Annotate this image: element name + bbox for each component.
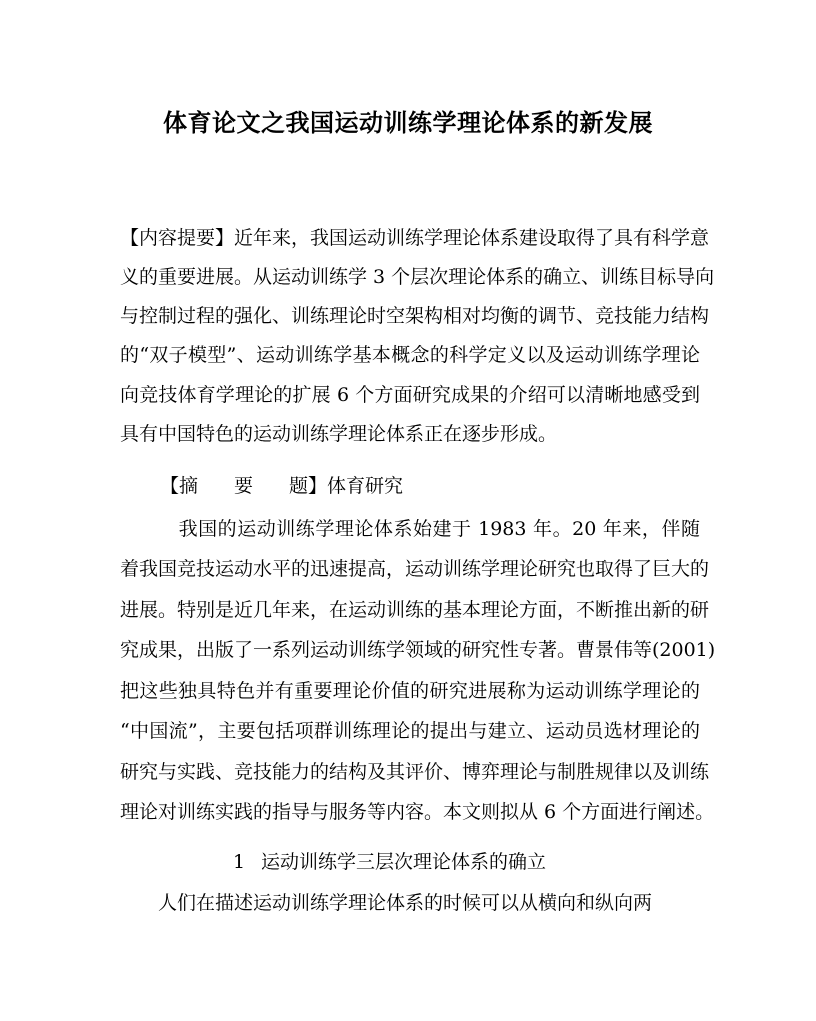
abstract-line: 【内容提要】近年来，我国运动训练学理论体系建设取得了具有科学意 — [120, 227, 710, 249]
keywords-value: 体育研究 — [327, 475, 404, 497]
intro-line: 进展。特别是近几年来，在运动训练的基本理论方面，不断推出新的研 — [120, 599, 710, 621]
intro-line: 究成果，出版了一系列运动训练学领域的研究性专著。曹景伟等(2001) — [120, 639, 716, 661]
intro-line: 理论对训练实践的指导与服务等内容。本文则拟从 6 个方面进行阐述。 — [120, 801, 715, 823]
intro-line: 研究与实践、竞技能力的结构及其评价、博弈理论与制胜规律以及训练 — [120, 761, 710, 783]
intro-line: 着我国竞技运动水平的迅速提高，运动训练学理论研究也取得了巨大的 — [120, 558, 710, 580]
keywords-line — [160, 474, 403, 498]
abstract-line: 具有中国特色的运动训练学理论体系正在逐步形成。 — [120, 423, 558, 445]
abstract-line: 与控制过程的强化、训练理论时空架构相对均衡的调节、竞技能力结构 — [120, 305, 710, 327]
section-heading-text: 运动训练学三层次理论体系的确立 — [261, 851, 547, 873]
keywords-label-mid: 要 — [234, 475, 254, 497]
keywords-label-close: 题】 — [289, 475, 328, 497]
intro-line: “中国流”，主要包括项群训练理论的提出与建立、运动员选材理论的 — [120, 720, 700, 742]
abstract-line: 的“双子模型”、运动训练学基本概念的科学定义以及运动训练学理论 — [120, 344, 700, 366]
section-heading — [233, 850, 546, 874]
page-title: 体育论文之我国运动训练学理论体系的新发展 — [163, 108, 653, 137]
abstract-line: 义的重要进展。从运动训练学 3 个层次理论体系的确立、训练目标导向 — [120, 266, 715, 288]
intro-line: 把这些独具特色并有重要理论价值的研究进展称为运动训练学理论的 — [120, 680, 700, 702]
section-body-line: 人们在描述运动训练学理论体系的时候可以从横向和纵向两 — [120, 892, 653, 914]
abstract-line: 向竞技体育学理论的扩展 6 个方面研究成果的介绍可以清晰地感受到 — [120, 384, 700, 406]
intro-line: 我国的运动训练学理论体系始建于 1983 年。20 年来，伴随 — [120, 518, 700, 540]
keywords-label-open: 【摘 — [160, 475, 199, 497]
section-number: 1 — [233, 851, 246, 873]
